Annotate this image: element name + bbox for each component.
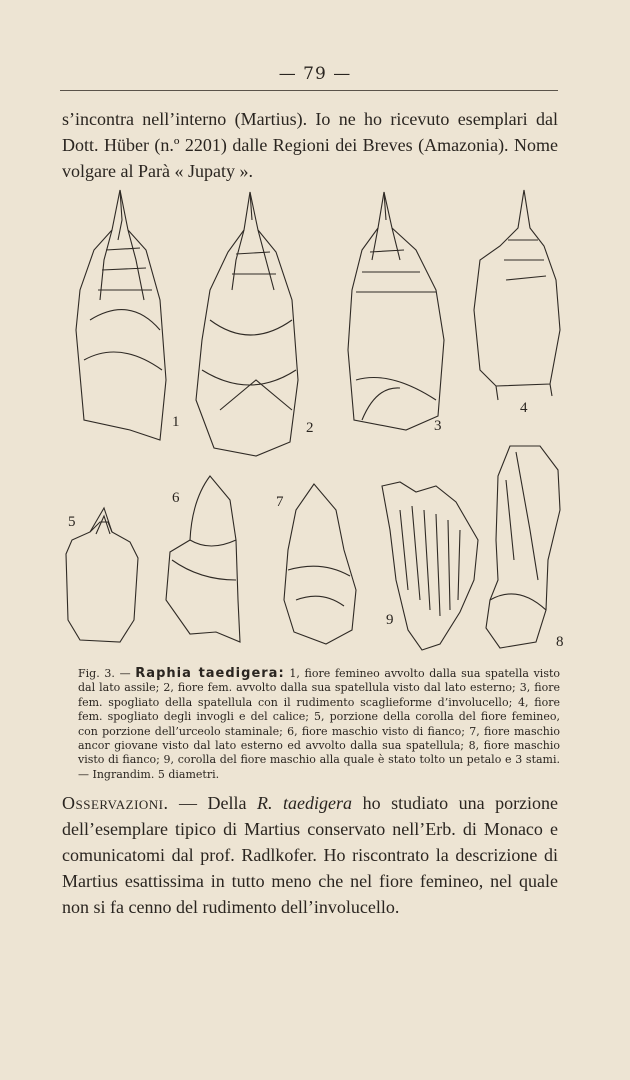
- figure-label-2: 2: [306, 420, 314, 436]
- caption-title: Raphia taedigera:: [135, 666, 285, 681]
- paragraph-top: s’incontra nell’interno (Martius). Io ne ho ricevuto esemplari dal Dott. Hüber (n.º 2201) dalle Regioni dei Breves (Amazonia). Nome volgare al Parà « Jupaty ».: [62, 109, 558, 181]
- flower-drawing-7: [284, 484, 356, 644]
- figure-label-6: 6: [172, 490, 180, 506]
- figure-label-3: 3: [434, 418, 442, 434]
- flower-drawing-8: [486, 446, 560, 648]
- caption-text: 1, fiore femineo avvolto dalla sua spatella visto dal lato assile; 2, fiore fem. avvolto dalla sua spatellula visto dal lato esterno; 3, fiore fem. spogliato della spatellula con il rudimento scaglieforme d’involucello; 4, fiore fem. spogliato degli invogli e del calice; 5, porzione della corolla del fiore femineo, con porzione dell’urceolo staminale; 6, fiore maschio visto di fianco; 7, fiore maschio ancor giovane visto dal lato esterno ed avvolto dalla sua spatellula; 8, fiore maschio visto di fianco; 9, corolla del fiore maschio alla quale è stato tolto un petalo e 3 stami. — Ingrandim. 5 diametri.: [78, 667, 561, 781]
- figure-label-7: 7: [276, 494, 284, 510]
- figure-label-8: 8: [556, 634, 564, 650]
- observations-dash: — Della: [179, 793, 247, 813]
- flower-drawing-3: [348, 192, 444, 430]
- caption-prefix: Fig. 3. —: [78, 667, 131, 680]
- figure-label-9: 9: [386, 612, 394, 628]
- figure-label-5: 5: [68, 514, 76, 530]
- species-name: R. taedigera: [257, 793, 353, 813]
- flower-drawing-2: [196, 192, 298, 456]
- flower-drawing-1: [76, 190, 166, 440]
- header-rule: [60, 90, 558, 91]
- flower-drawing-9: [382, 482, 478, 650]
- page-number: — 79 —: [278, 64, 352, 84]
- botanical-figure: [60, 180, 570, 658]
- flower-drawing-4: [474, 190, 560, 400]
- observations-heading: Osservazioni.: [62, 793, 169, 813]
- figure-label-4: 4: [520, 400, 528, 416]
- figure-caption: [78, 667, 560, 782]
- figure-label-1: 1: [172, 414, 180, 430]
- paragraph-bottom: [62, 790, 558, 920]
- flower-drawing-5: [66, 508, 138, 642]
- observations-text: ho studiato una porzione dell’esemplare tipico di Martius conservato nell’Erb. di Monaco e comunicatomi dal prof. Radlkofer. Ho riscontrato la descrizione di Martius esattissima in tutto meno che nel fiore femineo, nel quale non si fa cenno del rudimento dell’involucello.: [62, 793, 559, 917]
